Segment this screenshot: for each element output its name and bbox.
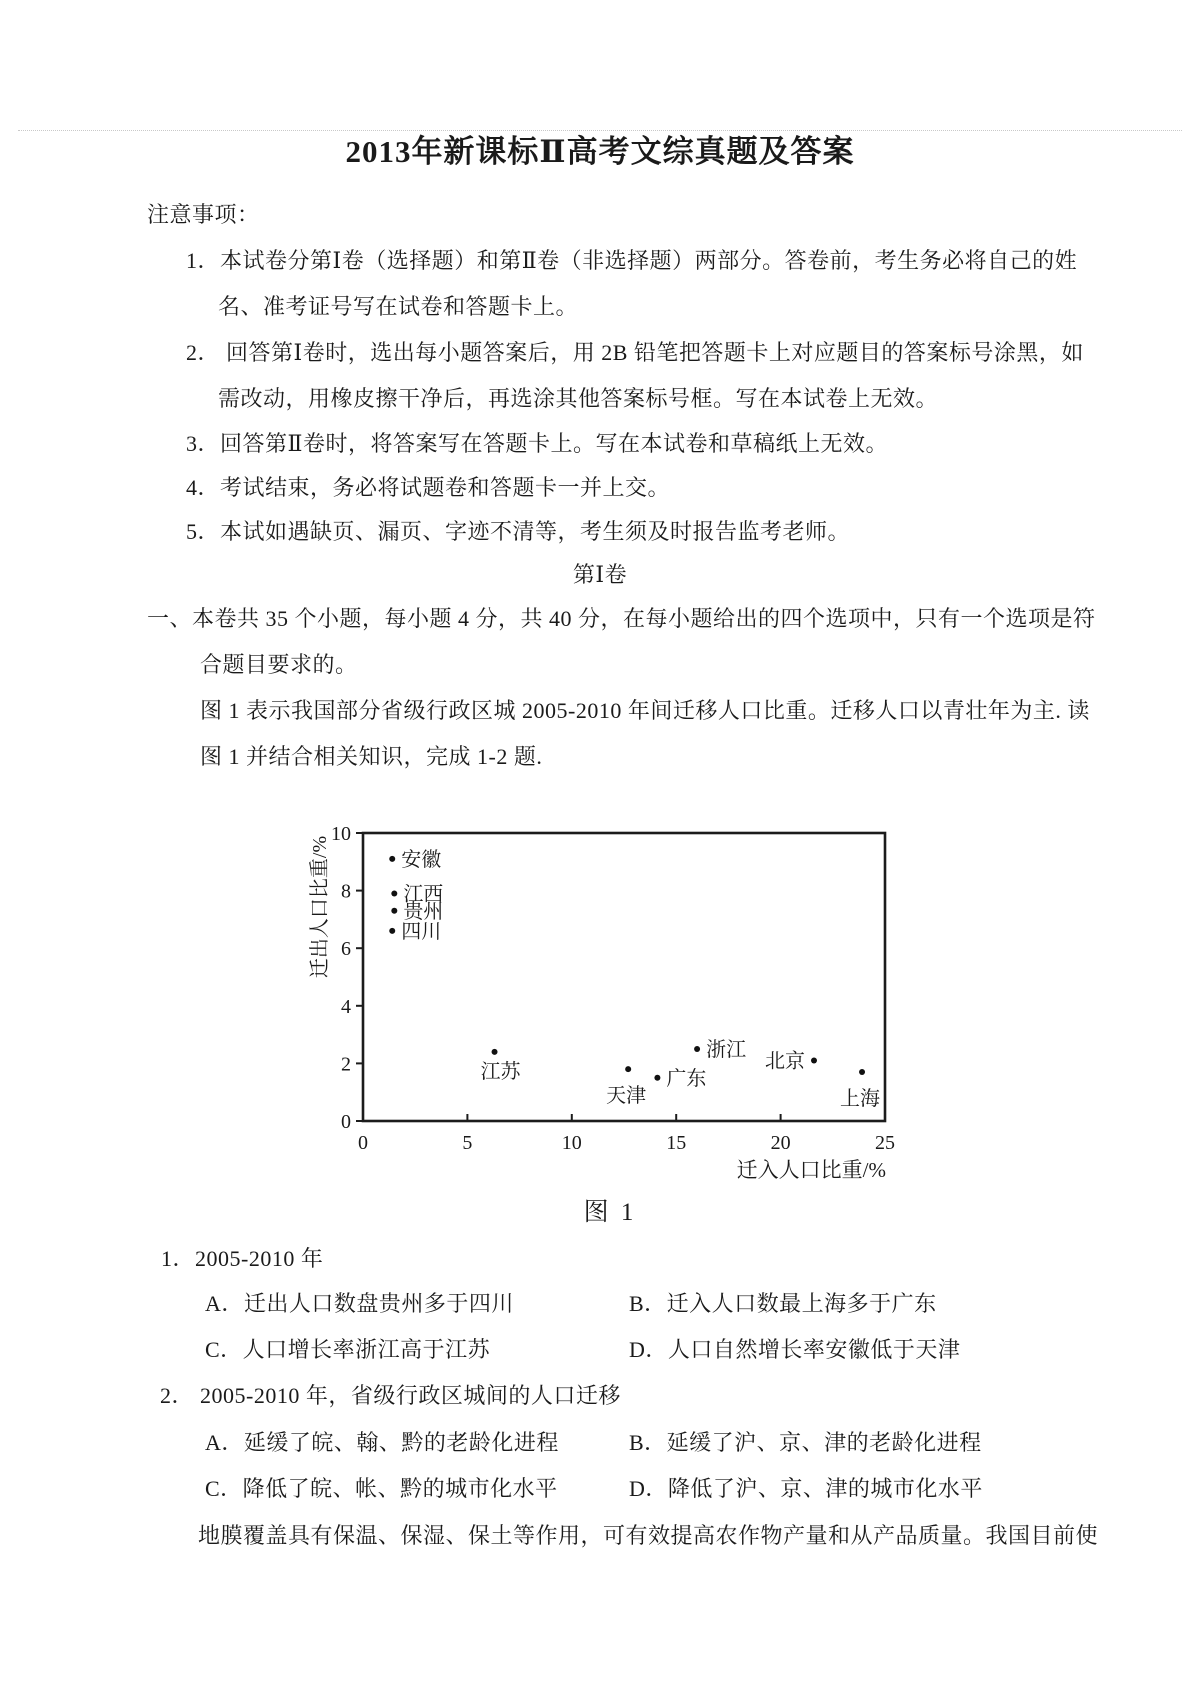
x-tick-label: 15 [666, 1132, 687, 1154]
data-point [811, 1058, 817, 1064]
question-1-option-d: D．人口自然增长率安徽低于天津 [629, 1337, 961, 1362]
point-label: 天津 [606, 1085, 647, 1108]
figure-intro-line-2: 图 1 并结合相关知识，完成 1-2 题. [200, 744, 543, 769]
data-point [389, 856, 395, 862]
data-point [391, 890, 397, 896]
figure-intro-line-1: 图 1 表示我国部分省级行政区城 2005-2010 年间迁移人口比重。迁移人口以青壮年为主. 读 [200, 698, 1090, 723]
point-label: 贵州 [403, 900, 444, 923]
point-label: 北京 [765, 1050, 806, 1073]
y-axis-title: 迁出人口比重/% [309, 835, 331, 979]
point-label: 四川 [401, 920, 442, 943]
data-point [492, 1049, 498, 1055]
x-tick-label: 10 [561, 1132, 582, 1154]
question-2-option-a: A．延缓了皖、翰、黔的老龄化进程 [205, 1430, 559, 1455]
figure-caption: 图 1 [583, 1199, 637, 1226]
x-tick-label: 0 [358, 1132, 368, 1154]
x-tick-label: 5 [462, 1132, 473, 1154]
notice-item-2-line-2: 需改动，用橡皮擦干净后，再选涂其他答案标号框。写在本试卷上无效。 [218, 386, 939, 411]
data-point [654, 1075, 660, 1081]
notice-item-5: 5．本试如遇缺页、漏页、字迹不清等，考生须及时报告监考老师。 [186, 519, 851, 544]
point-label: 上海 [840, 1088, 881, 1111]
y-tick-label: 2 [341, 1053, 351, 1076]
notice-heading: 注意事项： [147, 202, 260, 227]
question-2-option-d: D．降低了沪、京、津的城市化水平 [629, 1476, 983, 1501]
y-tick-label: 4 [341, 995, 351, 1018]
y-tick-label: 6 [341, 938, 351, 961]
volume-heading: 第Ⅰ卷 [572, 562, 628, 587]
section-instruction-line-1: 一、本卷共 35 个小题，每小题 4 分，共 40 分，在每小题给出的四个选项中，只有一个选项是符 [147, 606, 1096, 631]
y-tick-label: 8 [341, 880, 351, 903]
question-1-option-c: C．人口增长率浙江高于江苏 [205, 1337, 491, 1362]
x-axis-title: 迁入人口比重/% [736, 1158, 886, 1182]
data-point [389, 928, 395, 934]
y-tick-label: 0 [341, 1111, 351, 1133]
question-1-option-a: A．迁出人口数盘贵州多于四川 [205, 1291, 514, 1316]
section-instruction-line-2: 合题目要求的。 [200, 652, 358, 677]
data-point [859, 1069, 865, 1075]
data-point [694, 1046, 700, 1052]
point-label: 江西 [403, 883, 444, 906]
scan-artifact-line [18, 130, 1182, 131]
notice-item-2-line-1: 2． 回答第Ⅰ卷时，选出每小题答案后，用 2B 铅笔把答题卡上对应题目的答案标号涂黑，如 [186, 340, 1084, 365]
page-title: 2013年新课标Ⅱ高考文综真题及答案 [345, 134, 855, 169]
closing-paragraph: 地膜覆盖具有保温、保湿、保土等作用，可有效提高农作物产量和从产品质量。我国目前使 [198, 1523, 1099, 1548]
data-point [391, 908, 397, 914]
notice-item-3: 3．回答第Ⅱ卷时，将答案写在答题卡上。写在本试卷和草稿纸上无效。 [186, 431, 888, 456]
point-label: 江苏 [480, 1060, 521, 1083]
question-2-label: 2． 2005-2010 年，省级行政区城间的人口迁移 [160, 1383, 621, 1408]
notice-item-1-line-2: 名、准考证号写在试卷和答题卡上。 [218, 294, 579, 319]
question-1-label: 1．2005-2010 年 [161, 1246, 324, 1271]
question-1-option-b: B．迁入人口数最上海多于广东 [629, 1291, 937, 1316]
plot-frame [363, 833, 885, 1121]
figure-1-chart [280, 780, 920, 1250]
x-tick-label: 20 [770, 1132, 791, 1154]
data-point [625, 1066, 631, 1072]
point-label: 广东 [666, 1067, 707, 1090]
question-2-option-b: B．延缓了沪、京、津的老龄化进程 [629, 1430, 982, 1455]
notice-item-4: 4．考试结束，务必将试题卷和答题卡一并上交。 [186, 475, 671, 500]
point-label: 浙江 [706, 1039, 747, 1061]
x-tick-label: 25 [875, 1132, 895, 1154]
point-label: 安徽 [401, 848, 442, 871]
y-tick-label: 10 [331, 823, 351, 845]
notice-item-1-line-1: 1．本试卷分第Ⅰ卷（选择题）和第Ⅱ卷（非选择题）两部分。答卷前，考生务必将自己的姓 [186, 248, 1078, 273]
question-2-option-c: C．降低了皖、帐、黔的城市化水平 [205, 1476, 558, 1501]
